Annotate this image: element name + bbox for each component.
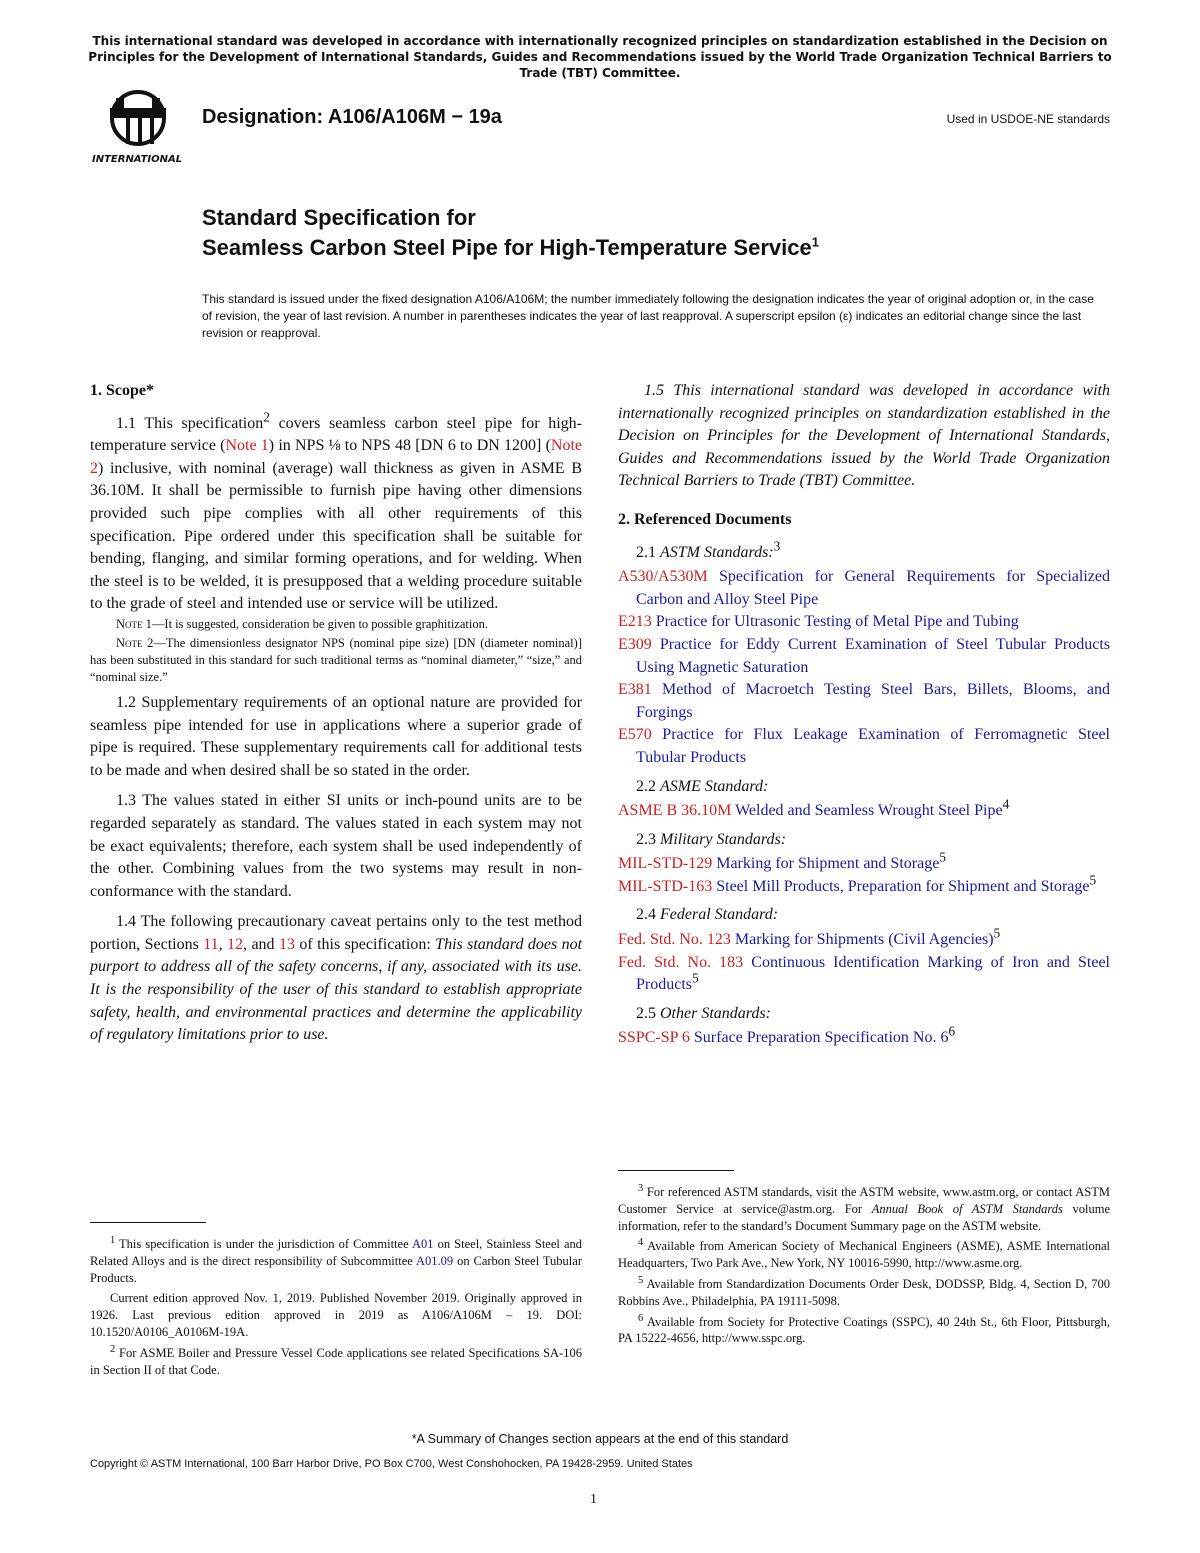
right-column <box>618 380 1110 1050</box>
federal-standard-label: 2.4 Federal Standard: <box>636 906 779 924</box>
reference-item <box>618 611 1110 634</box>
used-in-label: Used in USDOE-NE standards <box>946 112 1110 126</box>
title-footnote-ref[interactable]: 1 <box>811 234 819 250</box>
designation: Designation: A106/A106M − 19a <box>202 106 502 128</box>
reference-title[interactable]: Method of Macroetch Testing Steel Bars, Billets, Blooms, and Forgings <box>636 681 1110 721</box>
other-standards-label: 2.5 Other Standards: <box>636 1004 771 1022</box>
asme-standards-list <box>618 796 1110 823</box>
footnote-3: $^3$ For referenced ASTM standards, visit the ASTM website, www.astm.org, or contact ASTM Customer Service at service@astm.org. For Annual Book of ASTM Standards volume information, refer to the standard’s Document Summary page on the ASTM website. <box>618 1182 1111 1233</box>
footnote-2: $^2$ For ASME Boiler and Pressure Vessel Code applications see related Specifications SA-106 in Section II of that Code. <box>90 1343 582 1377</box>
federal-reference-link[interactable]: Fed. Std. No. 183 <box>618 953 744 971</box>
reference-item <box>618 849 1110 876</box>
astm-standards-label: 2.1 ASTM Standards:$^3$ <box>636 538 781 561</box>
note-1-link[interactable]: Note 1 <box>225 437 269 455</box>
astm-reference-link[interactable]: E213 <box>618 613 652 631</box>
copyright: Copyright © ASTM International, 100 Barr Harbor Drive, PO Box C700, West Conshohocken, PA 19428-2959. United States <box>90 1458 693 1470</box>
footnote-4: $^4$ Available from American Society of Mechanical Engineers (ASME), ASME International Headquarters, Two Park Ave., New York, NY 10016-5990, http://www.asme.org. <box>618 1237 1110 1271</box>
section-2-heading: 2. Referenced Documents <box>618 510 792 528</box>
other-reference-link[interactable]: SSPC-SP 6 <box>618 1029 690 1047</box>
reference-item <box>618 679 1110 724</box>
reference-item <box>618 724 1110 769</box>
subcommittee-a0109-link[interactable]: A01.09 <box>416 1253 454 1268</box>
federal-reference-link[interactable]: Fed. Std. No. 123 <box>618 931 731 949</box>
paragraph-1-2: 1.2 Supplementary requirements of an optional nature are provided for seamless pipe intended for use in applications where a superior grade of pipe is required. These supplementary requirements call for additional tests to be made and when desired shall be so stated in the order. <box>90 693 582 779</box>
footnote-rule-left <box>90 1222 206 1223</box>
reference-title[interactable]: Marking for Shipments (Civil Agencies) <box>730 931 994 949</box>
military-standards-label: 2.3 Military Standards: <box>636 830 787 848</box>
title-line-2: Seamless Carbon Steel Pipe for High-Temperature Service$^1$ <box>202 234 819 260</box>
left-column <box>90 380 582 1047</box>
international-standard-notice: This international standard was developed in accordance with internationally recognized principles on standardization established in the Decision on Principles for the Development of International Standards, Guides and Recommendations issued by the World Trade Organization Technical Barriers to Trade (TBT) Committee. <box>88 34 1112 80</box>
reference-title[interactable]: Specification for General Requirements for Specialized Carbon and Alloy Steel Pipe <box>636 568 1110 608</box>
footnote-rule-right <box>618 1170 734 1171</box>
astm-standards-list <box>618 566 1110 769</box>
astm-logo <box>90 88 190 168</box>
reference-title[interactable]: Practice for Flux Leakage Examination of Ferromagnetic Steel Tubular Products <box>636 726 1110 766</box>
page-number: 1 <box>590 1492 597 1507</box>
footnote-2-ref[interactable]: 2 <box>263 409 270 425</box>
astm-reference-link[interactable]: A530/A530M <box>618 568 708 586</box>
footnote-ref[interactable]: 5 <box>939 849 946 865</box>
reference-item <box>618 872 1110 899</box>
astm-reference-link[interactable]: E570 <box>618 726 652 744</box>
astm-reference-link[interactable]: E309 <box>618 635 652 653</box>
asme-standard-label: 2.2 ASME Standard: <box>636 777 769 795</box>
reference-item <box>618 634 1110 679</box>
document-title <box>202 203 1102 263</box>
footnote-6: $^6$ Available from Society for Protective Coatings (SSPC), 40 24th St., 6th Floor, Pittsburgh, PA 15222-4656, http://www.sspc.org. <box>618 1312 1110 1346</box>
paragraph-1-4: 1.4 The following precautionary caveat pertains only to the test method portion, Sections 11, 12, and 13 of this specification: This standard does not purport to address all of the safety concerns, if any, associated with its use. It is the responsibility of the user of this standard to establish appropriate safety, health, and environmental practices and determine the applicability of regulatory limitations prior to use. <box>90 913 583 1044</box>
reference-title[interactable]: Continuous Identification Marking of Iron and Steel Products <box>636 953 1110 994</box>
section-12-link[interactable]: 12 <box>227 935 244 953</box>
astm-reference-link[interactable]: E381 <box>618 681 652 699</box>
reference-title[interactable]: Welded and Seamless Wrought Steel Pipe <box>731 802 1003 820</box>
section-13-link[interactable]: 13 <box>278 935 295 953</box>
reference-title[interactable]: Steel Mill Products, Preparation for Shipment and Storage <box>712 877 1090 895</box>
federal-standards-list <box>618 925 1110 997</box>
note-1: Note 1—It is suggested, consideration be given to possible graphitization. <box>116 616 488 631</box>
right-footnotes <box>618 1184 1110 1351</box>
military-reference-link[interactable]: MIL-STD-163 <box>618 877 713 895</box>
paragraph-1-5: 1.5 This international standard was developed in accordance with internationally recognized principles on standardization established in the Decision on Principles for the Development of International Standards, Guides and Recommendations issued by the World Trade Organization Technical Barriers to Trade (TBT) Committee. <box>618 382 1110 490</box>
reference-title[interactable]: Practice for Eddy Current Examination of Steel Tubular Products Using Magnetic Saturation <box>636 635 1110 676</box>
reference-title[interactable]: Marking for Shipment and Storage <box>712 855 940 873</box>
military-standards-list <box>618 849 1110 898</box>
title-line-1: Standard Specification for <box>202 205 476 230</box>
other-standards-list <box>618 1024 1110 1050</box>
footnote-ref[interactable]: 5 <box>1089 872 1097 888</box>
section-1-heading: 1. Scope* <box>90 382 154 399</box>
footnote-ref[interactable]: 4 <box>1002 796 1010 812</box>
note-2: Note 2—The dimensionless designator NPS (nominal pipe size) [DN (diameter nominal)] has been substituted in this standard for such traditional terms as “nominal diameter,” “size,” and “nominal size.” <box>90 635 582 684</box>
reference-title[interactable]: Practice for Ultrasonic Testing of Metal Pipe and Tubing <box>651 613 1019 631</box>
footnote-ref[interactable]: 5 <box>692 970 699 986</box>
footnote-1-edition: Current edition approved Nov. 1, 2019. Published November 2019. Originally approved in 1926. Last previous edition approved in 2019 as A106/A106M – 19. DOI: 10.1520/A0106_A0106M-19A. <box>90 1291 582 1339</box>
paragraph-1-3: 1.3 The values stated in either SI units or inch-pound units are to be regarded separately as standard. The values stated in each system may not be exact equivalents; therefore, each system shall be used independently of the other. Combining values from the two systems may result in non-conformance with the standard. <box>90 792 582 900</box>
footnote-ref[interactable]: 5 <box>993 925 1001 941</box>
note-2-link[interactable]: Note 2 <box>90 437 583 477</box>
issuance-statement: This standard is issued under the fixed designation A106/A106M; the number immediately following the designation indicates the year of original adoption or, in the case of revision, the year of last revision. A number in parentheses indicates the year of last reapproval. A superscript epsilon (ε) indicates an editorial change since the last revision or reapproval. <box>202 292 1094 340</box>
reference-item <box>618 566 1110 611</box>
section-11-link[interactable]: 11 <box>203 935 219 953</box>
summary-of-changes-note: *A Summary of Changes section appears at the end of this standard <box>411 1432 789 1446</box>
footnote-1: $^1$ This specification is under the jurisdiction of Committee A01 on Steel, Stainless Steel and Related Alloys and is the direct responsibility of Subcommittee A01.09 on Carbon Steel Tubular Products. <box>90 1234 583 1285</box>
military-reference-link[interactable]: MIL-STD-129 <box>618 855 713 873</box>
logo-label: INTERNATIONAL <box>92 154 183 165</box>
paragraph-1-1: 1.1 This specification$^2$ covers seamless carbon steel pipe for high-temperature service (Note 1) in NPS ⅛ to NPS 48 [DN 6 to DN 1200] (Note 2) inclusive, with nominal (average) wall thickness as given in ASME B 36.10M. It shall be permissible to furnish pipe having other dimensions provided such pipe complies with all other requirements of this specification. Pipe ordered under this specification shall be suitable for bending, flanging, and similar forming operations, and for welding. When the steel is to be welded, it is presupposed that a welding procedure suitable to the grade of steel and intended use or service will be utilized. <box>90 409 583 613</box>
reference-title[interactable]: Surface Preparation Specification No. 6 <box>689 1029 949 1047</box>
asme-reference-link[interactable]: ASME B 36.10M <box>618 802 732 820</box>
footnote-ref[interactable]: 6 <box>948 1024 956 1040</box>
reference-item <box>618 952 1110 997</box>
reference-item <box>618 925 1110 952</box>
reference-item <box>618 796 1110 823</box>
committee-a01-link[interactable]: A01 <box>412 1237 434 1251</box>
reference-item <box>618 1024 1110 1050</box>
left-footnotes <box>90 1236 582 1382</box>
footnote-5: $^5$ Available from Standardization Documents Order Desk, DODSSP, Bldg. 4, Section D, 700 Robbins Ave., Philadelphia, PA 19111-5098. <box>618 1274 1110 1308</box>
